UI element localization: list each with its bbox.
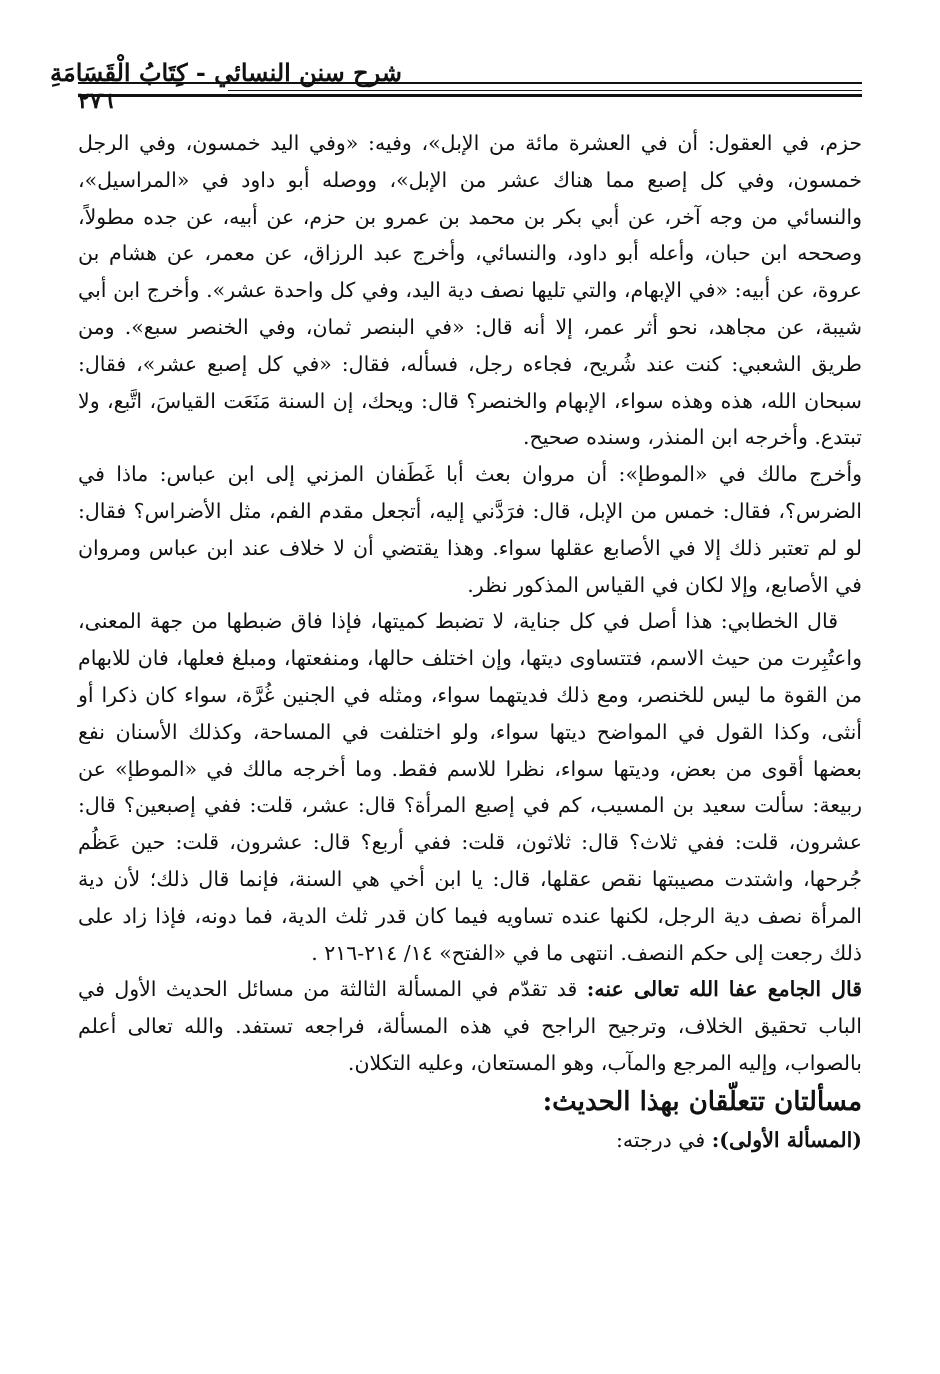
header-rule bbox=[78, 94, 862, 97]
page-number: ٢٧٦ bbox=[78, 88, 114, 114]
first-issue-heading bbox=[78, 1122, 862, 1159]
section-heading: مسألتان تتعلّقان بهذا الحديث: bbox=[542, 1086, 862, 1117]
first-issue-text: في درجته: bbox=[615, 1127, 712, 1152]
page-body bbox=[78, 125, 862, 1159]
paragraph: قال الخطابي: هذا أصل في كل جناية، لا تضبط كميتها، فإذا فاق ضبطها من جهة المعنى، واعتُبِرت من حيث الاسم، فتتساوى ديتها، وإن اختلف حالها، ومنفعتها، ومبلغ فعلها، فان للابهام من القوة ما ليس للخنصر، ومع ذلك فديتهما سواء، ومثله في الجنين غُرَّة، سواء كان ذكرا أو أنثى، وكذا القول في المواضح ديتها سواء، ولو اختلفت في المساحة، وكذلك الأسنان نفع بعضها أقوى من بعض، وديتها سواء، نظرا للاسم فقط. وما أخرجه مالك في «الموطإ» عن ربيعة: سألت سعيد بن المسيب، كم في إصبع المرأة؟ قال: عشر، قلت: ففي إصبعين؟ قال: عشرون، قلت: ففي ثلاث؟ قال: ثلاثون، قلت: ففي أربع؟ قال: عشرون، قلت: حين عَظُم جُرحها، واشتدت مصيبتها نقص عقلها، قال: يا ابن أخي هي السنة، فإنما قال ذلك؛ لأن دية المرأة نصف دية الرجل، لكنها عنده تساويه فيما كان قدر ثلث الدية، فما دونه، فإذا زاد على ذلك رجعت إلى حكم النصف. انتهى ما في «الفتح» ١٤/ ٢١٤-٢١٦ . bbox=[78, 609, 862, 965]
jami-note bbox=[78, 971, 862, 1081]
paragraph: حزم، في العقول: أن في العشرة مائة من الإبل»، وفيه: «وفي اليد خمسون، وفي الرجل خمسون، وفي كل إصبع مما هناك عشر من الإبل»، ووصله أبو داود في «المراسيل»، والنسائي من وجه آخر، عن أبي بكر بن محمد بن عمرو بن حزم، عن أبيه، عن جده مطولاً، وصححه ابن حبان، وأعله أبو داود، والنسائي، وأخرج عبد الرزاق، عن معمر، عن هشام بن عروة، عن أبيه: «في الإبهام، والتي تليها نصف دية اليد، وفي كل واحدة عشر». وأخرج ابن أبي شيبة، عن مجاهد، نحو أثر عمر، إلا أنه قال: «في البنصر ثمان، وفي الخنصر سبع». ومن طريق الشعبي: كنت عند شُريح، فجاءه رجل، فسأله، فقال: «في كل إصبع عشر»، فقال: سبحان الله، هذه وهذه سواء، الإبهام والخنصر؟ قال: ويحك، إن السنة مَنَعَت القياسَ، اتَّبع، ولا تبتدع. وأخرجه ابن المنذر، وسنده صحيح. bbox=[78, 131, 862, 450]
header-rule bbox=[228, 90, 862, 91]
header-rule bbox=[78, 82, 862, 84]
first-issue-label: (المسألة الأولى): bbox=[711, 1127, 862, 1152]
page-header bbox=[50, 50, 862, 114]
paragraph: وأخرج مالك في «الموطإ»: أن مروان بعث أبا غَطَفان المزني إلى ابن عباس: ماذا في الضرس؟، فقال: خمس من الإبل، قال: فرَدَّني إليه، أتجعل مقدم الفم، مثل الأضراس؟ فقال: لو لم تعتبر ذلك إلا في الأصابع عقلها سواء. وهذا يقتضي أن لا خلاف عند ابن عباس ومروان في الأصابع، وإلا لكان في القياس المذكور نظر. bbox=[78, 462, 862, 597]
jami-note-lead: قال الجامع عفا الله تعالى عنه: bbox=[586, 977, 863, 1002]
running-title: شرح سنن النسائي - كِتَابُ الْقَسَامَةِ bbox=[50, 58, 402, 87]
jami-note-text: قد تقدّم في المسألة الثالثة من مسائل الحديث الأول في الباب تحقيق الخلاف، وترجيح الراجح في هذه المسألة، فراجعه تستفد. والله تعالى أعلم بالصواب، وإليه المرجع والمآب، وهو المستعان، وعليه التكلان. bbox=[78, 977, 862, 1075]
